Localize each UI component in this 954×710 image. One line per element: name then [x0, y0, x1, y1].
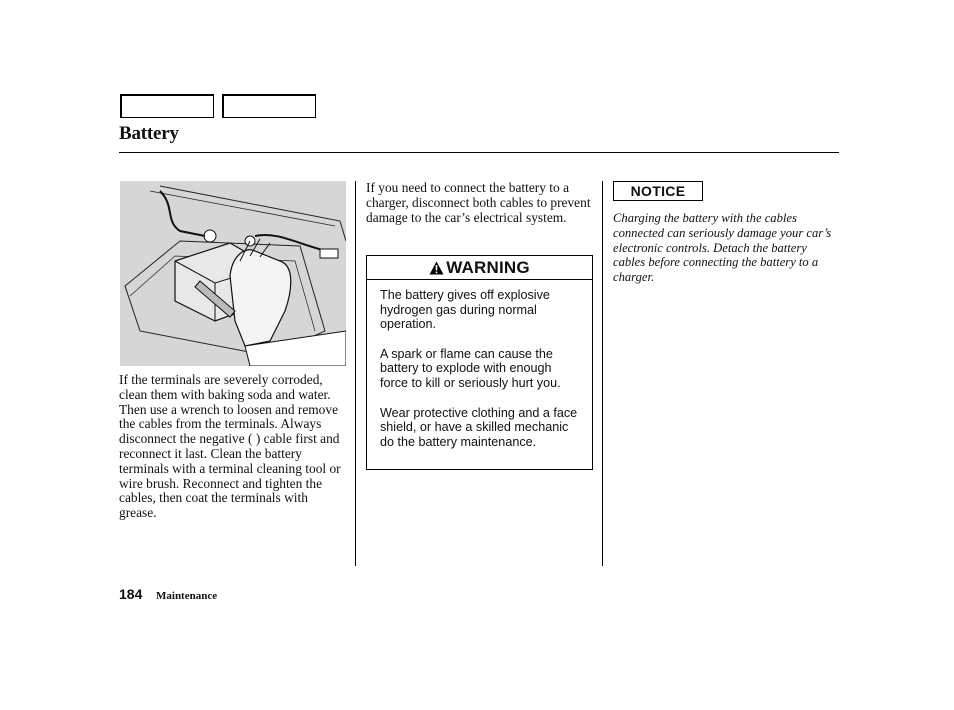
warning-label: WARNING	[446, 258, 530, 277]
column-divider	[355, 181, 356, 566]
page-title: Battery	[119, 123, 179, 144]
page-number: 184	[119, 586, 143, 602]
nav-button-next[interactable]	[222, 94, 316, 118]
section-name: Maintenance	[156, 590, 218, 602]
charger-paragraph: If you need to connect the battery to a charger, disconnect both cables to prevent damage to the car’s electrical system.	[366, 180, 591, 225]
warning-paragraph: A spark or flame can cause the battery to explode with enough force to kill or seriously hurt you.	[380, 346, 561, 390]
warning-paragraph: The battery gives off explosive hydrogen gas during normal operation.	[380, 288, 550, 332]
warning-heading	[367, 256, 592, 280]
notice-paragraph: Charging the battery with the cables connected can seriously damage your car’s electronic controls. Detach the battery cables before connecting the battery to a charger.	[613, 211, 832, 285]
warning-paragraph: Wear protective clothing and a face shield, or have a skilled mechanic do the battery maintenance.	[380, 405, 578, 449]
warning-box	[366, 255, 593, 470]
warning-triangle-icon	[429, 261, 444, 275]
notice-label: NOTICE	[613, 181, 703, 201]
column-divider	[602, 181, 603, 566]
terminal-cleaning-paragraph: If the terminals are severely corroded, clean them with baking soda and water. Then use a wrench to loosen and remove the cables from the terminals. Always disconnect the negative ( ) cable first and reconnect it last. Clean the battery terminals with a terminal cleaning tool or wire brush. Reconnect and tighten the cables, then coat the terminals with grease.	[119, 372, 341, 521]
nav-button-previous[interactable]	[120, 94, 214, 118]
battery-terminal-illustration	[120, 181, 346, 366]
title-divider	[119, 152, 839, 153]
